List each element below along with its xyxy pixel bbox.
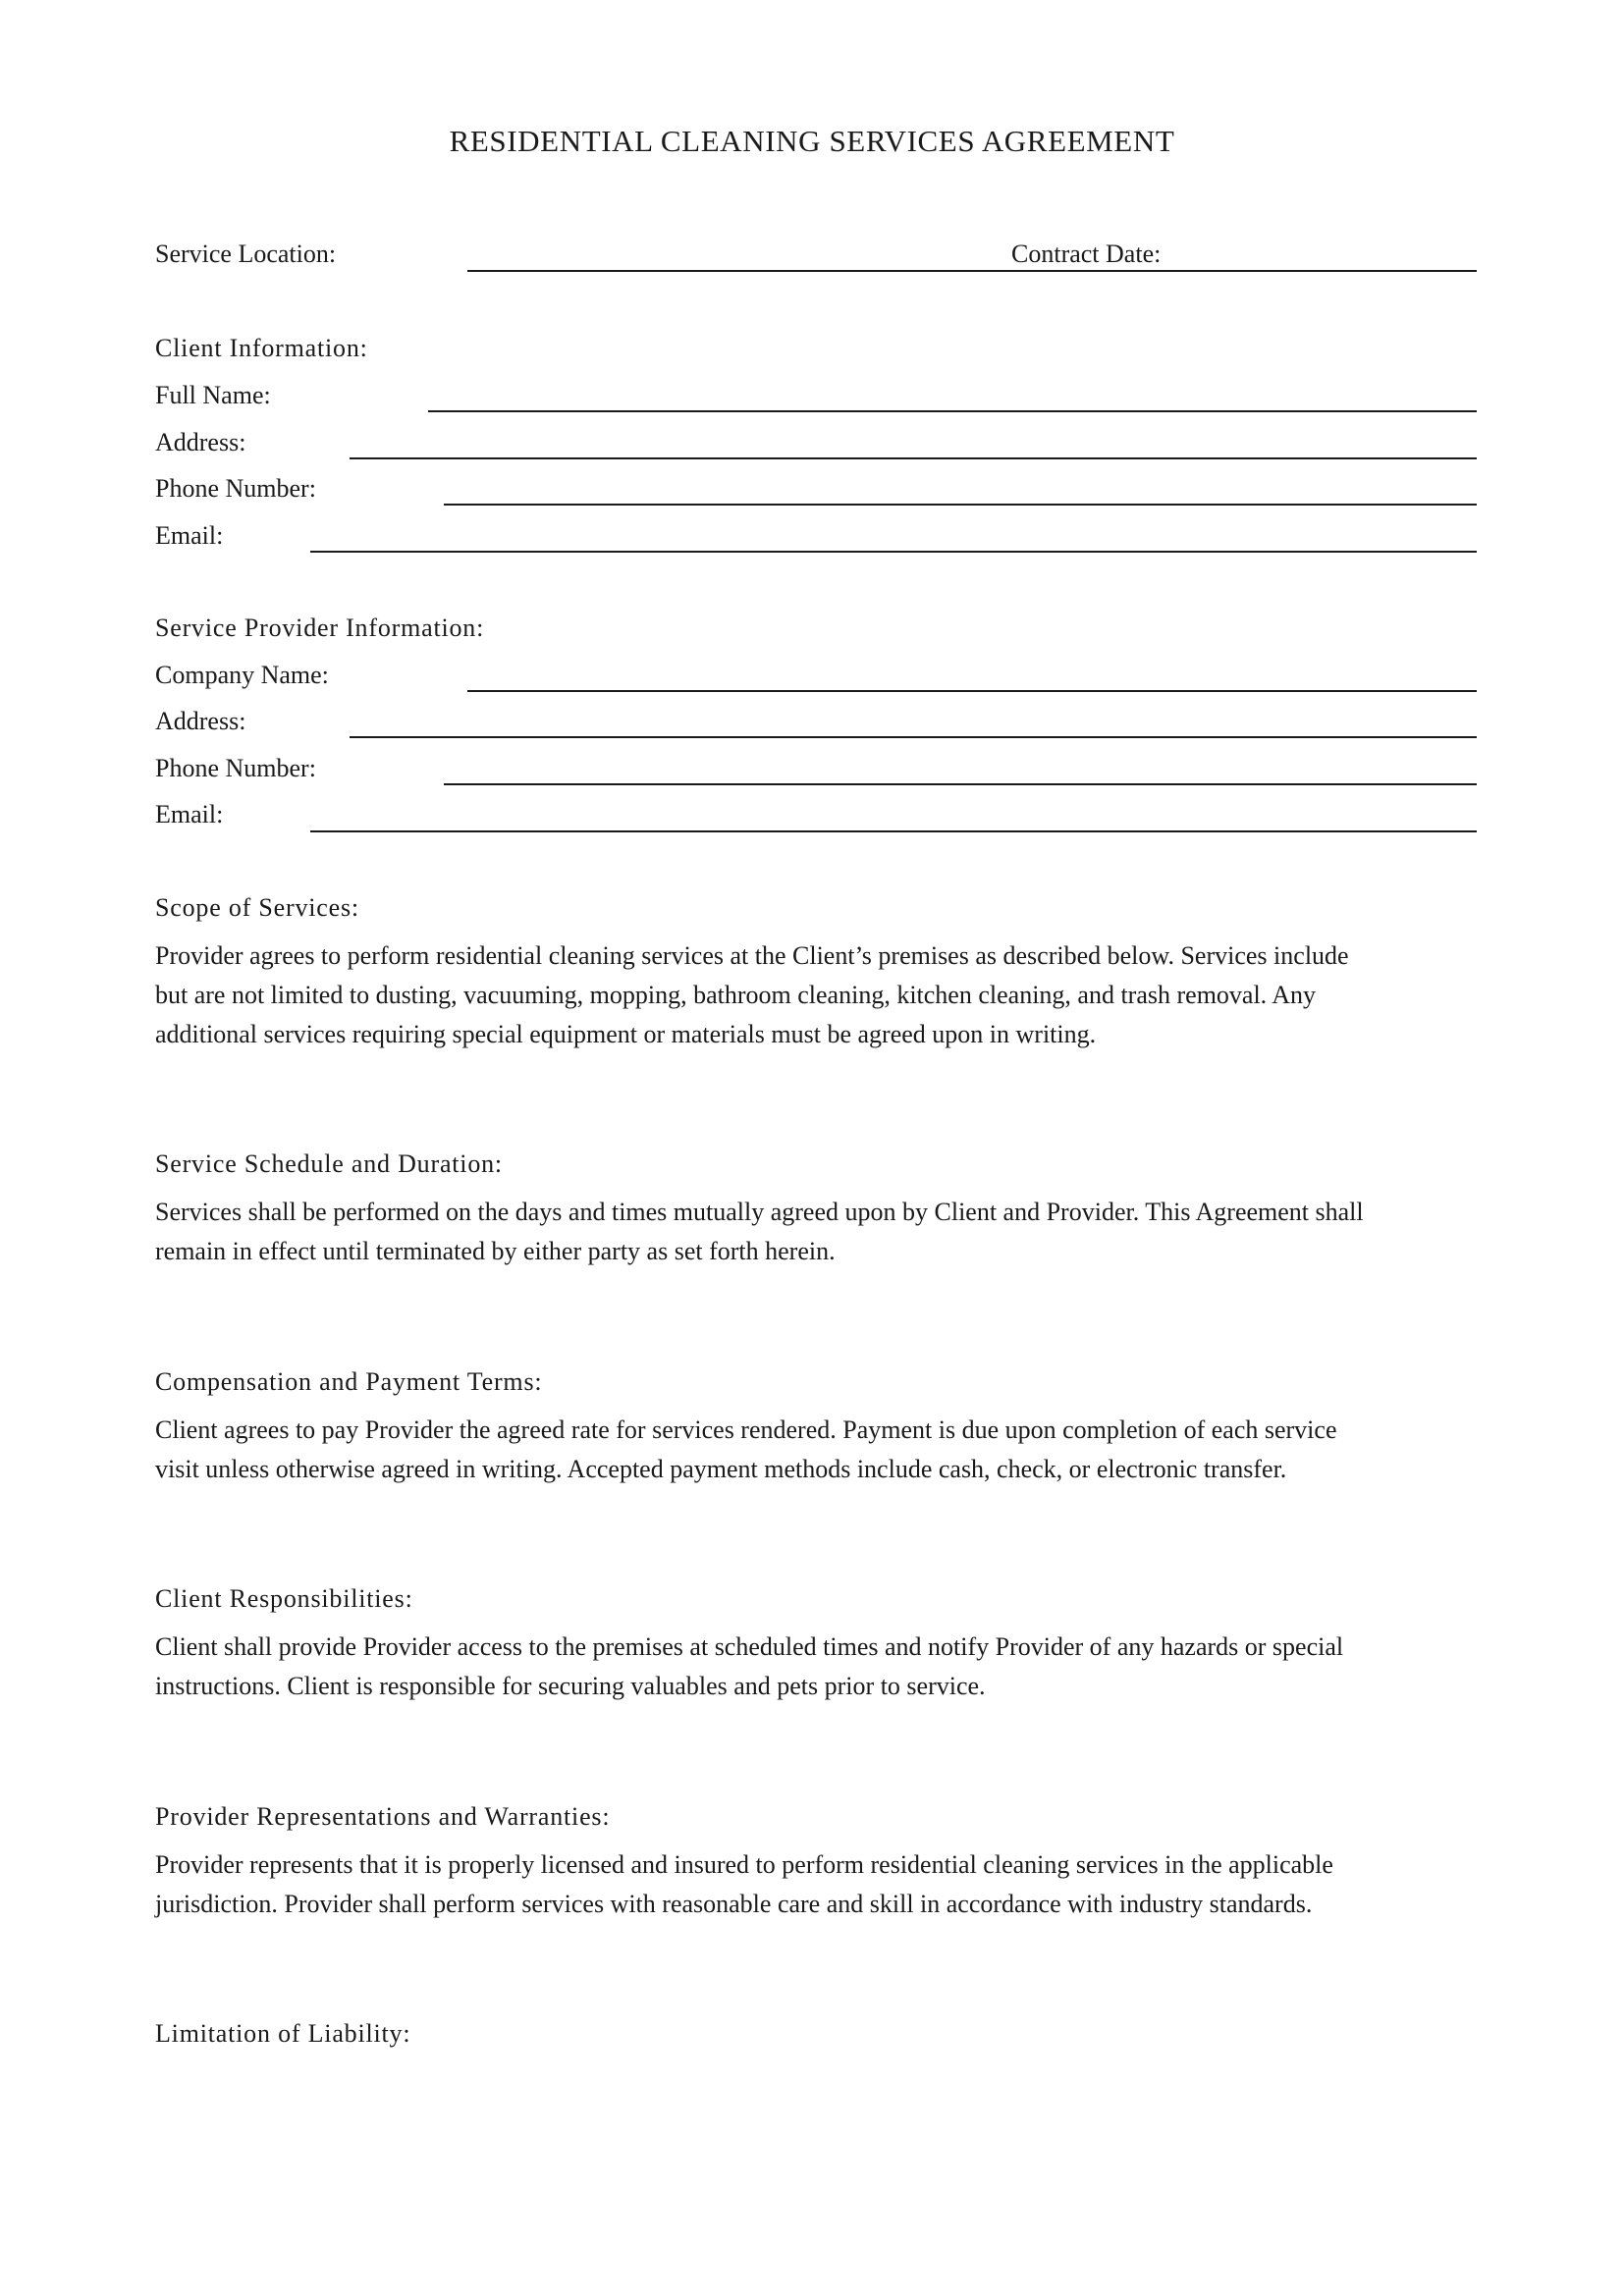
client-full-name-field[interactable] [428, 410, 1477, 412]
client-full-name-label: Full Name: [155, 381, 271, 409]
client-phone-label: Phone Number: [155, 474, 316, 503]
paragraph-line: additional services requiring special equipment or materials must be agreed upon in writing. [155, 1020, 1097, 1048]
service-schedule-heading: Service Schedule and Duration: [155, 1149, 503, 1178]
scope-of-services-heading: Scope of Services: [155, 893, 359, 922]
limitation-of-liability-heading: Limitation of Liability: [155, 2019, 411, 2048]
provider-warranties-text [155, 1845, 1490, 1924]
provider-warranties-heading: Provider Representations and Warranties: [155, 1802, 611, 1831]
paragraph-line: Client agrees to pay Provider the agreed rate for services rendered. Payment is due upon completion of each service [155, 1415, 1337, 1444]
client-address-label: Address: [155, 428, 246, 456]
paragraph-line: but are not limited to dusting, vacuuming, mopping, bathroom cleaning, kitchen cleaning, and trash removal. Any [155, 981, 1317, 1009]
client-phone-field[interactable] [444, 504, 1477, 506]
provider-phone-label: Phone Number: [155, 754, 316, 782]
scope-of-services-text [155, 936, 1490, 1054]
provider-email-field[interactable] [310, 830, 1477, 832]
paragraph-line: Client shall provide Provider access to the premises at scheduled times and notify Provider of any hazards or special [155, 1632, 1344, 1661]
paragraph-line: visit unless otherwise agreed in writing. Accepted payment methods include cash, check, or electronic transfer. [155, 1455, 1287, 1483]
provider-email-label: Email: [155, 800, 224, 828]
contract-date-label: Contract Date: [1011, 240, 1162, 268]
paragraph-line: Provider represents that it is properly licensed and insured to perform residential cleaning services in the applicable [155, 1850, 1333, 1879]
client-responsibilities-text [155, 1628, 1490, 1706]
provider-address-label: Address: [155, 707, 246, 735]
paragraph-line: remain in effect until terminated by either party as set forth herein. [155, 1237, 836, 1265]
client-email-label: Email: [155, 521, 224, 550]
document-title: RESIDENTIAL CLEANING SERVICES AGREEMENT [449, 124, 1175, 158]
service-location-field[interactable] [467, 270, 1477, 272]
service-schedule-text [155, 1193, 1490, 1271]
paragraph-line: instructions. Client is responsible for securing valuables and pets prior to service. [155, 1672, 986, 1700]
provider-phone-field[interactable] [444, 783, 1477, 785]
client-address-field[interactable] [350, 457, 1477, 459]
compensation-text [155, 1411, 1490, 1489]
paragraph-line: Services shall be performed on the days and times mutually agreed upon by Client and Provider. This Agreement shall [155, 1198, 1364, 1226]
compensation-heading: Compensation and Payment Terms: [155, 1367, 543, 1396]
provider-information-heading: Service Provider Information: [155, 614, 485, 642]
paragraph-line: Provider agrees to perform residential cleaning services at the Client’s premises as described below. Services include [155, 941, 1349, 970]
client-responsibilities-heading: Client Responsibilities: [155, 1584, 413, 1613]
provider-company-name-field[interactable] [467, 690, 1477, 692]
client-information-heading: Client Information: [155, 334, 368, 362]
provider-company-name-label: Company Name: [155, 661, 329, 689]
paragraph-line: jurisdiction. Provider shall perform services with reasonable care and skill in accordance with industry standards. [155, 1890, 1313, 1918]
provider-address-field[interactable] [350, 736, 1477, 738]
service-location-label: Service Location: [155, 240, 337, 268]
client-email-field[interactable] [310, 551, 1477, 553]
